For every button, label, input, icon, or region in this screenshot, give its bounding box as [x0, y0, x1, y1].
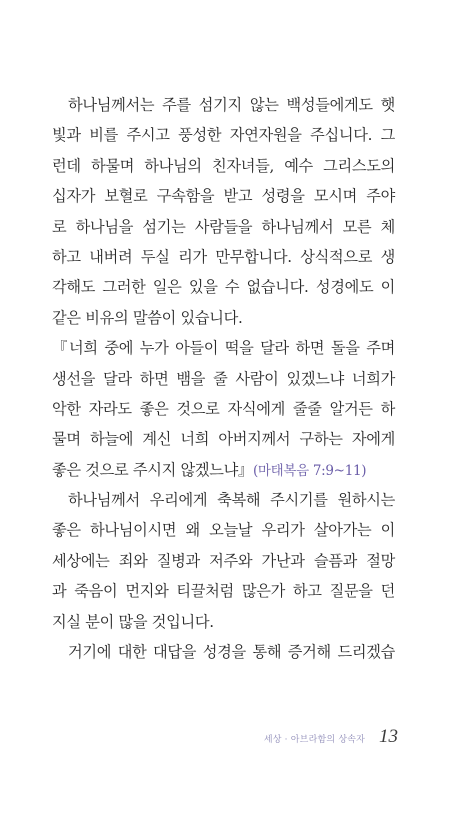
page-footer	[264, 726, 398, 748]
text-line: 좋은 하나님이시면 왜 오늘날 우리가 살아가는 이	[52, 521, 395, 540]
text-line: 과 죽음이 먼지와 티끌처럼 많은가 하고 질문을 던	[52, 582, 395, 601]
text-line: 각해도 그러한 일은 있을 수 없습니다. 성경에도 이	[52, 278, 395, 297]
body-text	[52, 90, 395, 667]
text-line: 하나님께서 우리에게 축복해 주시기를 원하시는	[68, 491, 395, 510]
scripture-reference: (마태복음 7:9~11)	[252, 462, 367, 479]
text-line: 지실 분이 많을 것입니다.	[52, 612, 214, 631]
text-line: 십자가 보혈로 구속함을 받고 성령을 모시며 주야	[52, 187, 395, 206]
text-line: 거기에 대한 대답을 성경을 통해 증거해 드리겠습	[68, 643, 395, 662]
quote-text: 좋은 것으로 주시지 않겠느냐』	[52, 460, 253, 479]
text-line: 하나님께서는 주를 섬기지 않는 백성들에게도 햇	[68, 96, 395, 114]
text-line: 런데 하물며 하나님의 친자녀들, 예수 그리스도의	[52, 156, 395, 175]
running-head: 세상 · 아브라함의 상속자	[263, 735, 365, 745]
page-number: 13	[379, 726, 398, 747]
text-line: 같은 비유의 말씀이 있습니다.	[52, 308, 243, 327]
text-line: 로 하나님을 섬기는 사람들을 하나님께서 모른 체	[52, 217, 395, 236]
quote-line: 악한 자라도 좋은 것으로 자식에게 줄줄 알거든 하	[52, 399, 395, 418]
text-line: 빛과 비를 주시고 풍성한 자연자원을 주십니다. 그	[52, 126, 395, 145]
text-line: 하고 내버려 두실 리가 만무합니다. 상식적으로 생	[52, 247, 395, 266]
quote-line: 생선을 달라 하면 뱀을 줄 사람이 있겠느냐 너희가	[52, 369, 395, 388]
quote-line: 물며 하늘에 계신 너희 아버지께서 구하는 자에게	[52, 430, 395, 449]
quote-line: 『너희 중에 누가 아들이 떡을 달라 하면 돌을 주며	[52, 339, 395, 358]
quote-line	[52, 455, 395, 485]
text-line: 세상에는 죄와 질병과 저주와 가난과 슬픔과 절망	[52, 551, 395, 570]
